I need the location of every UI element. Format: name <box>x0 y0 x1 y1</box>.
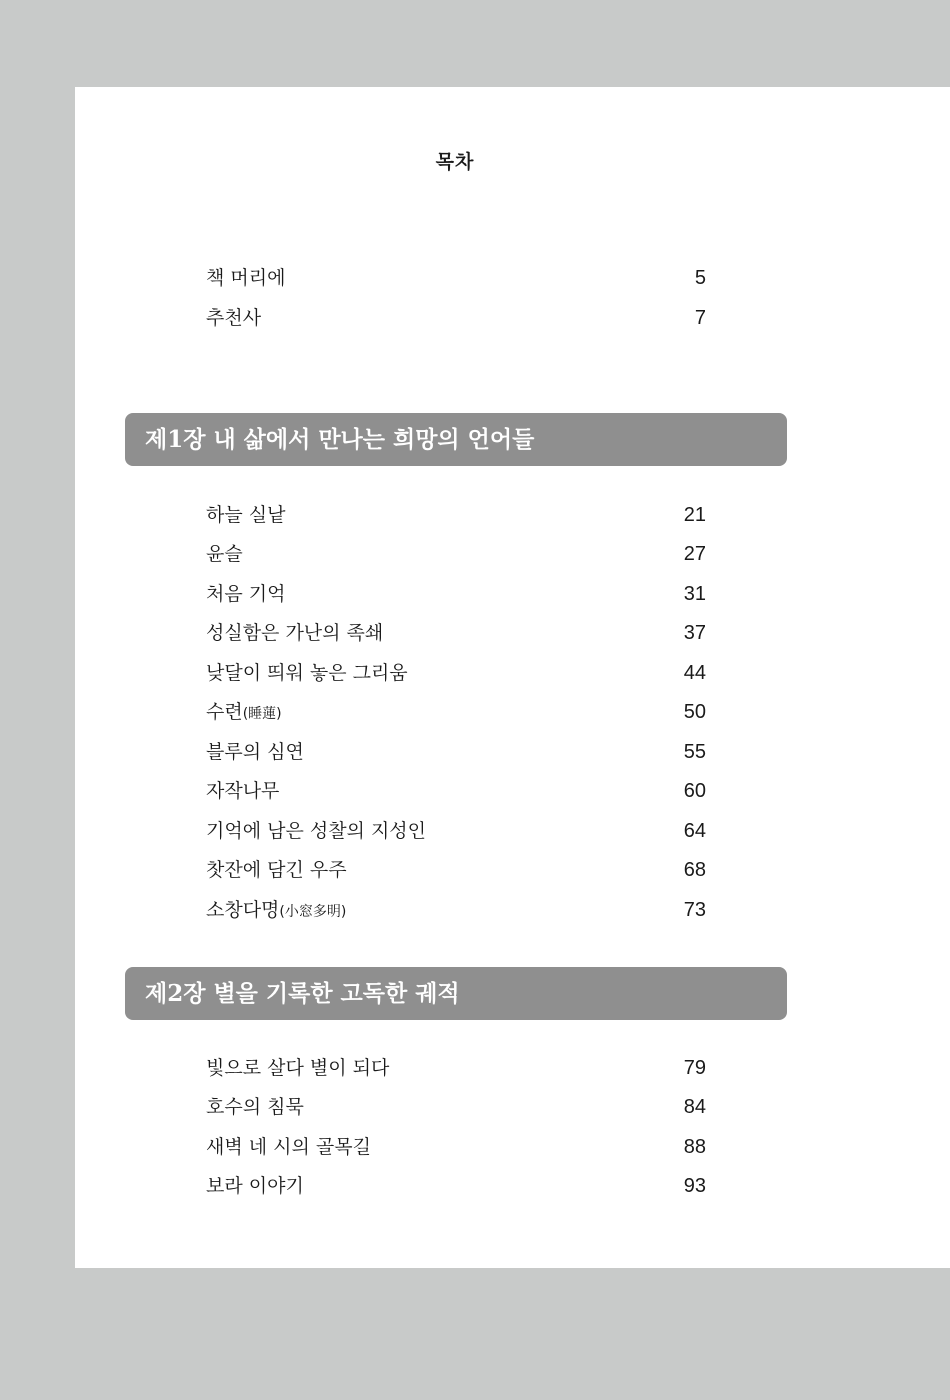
entry-page-number: 68 <box>683 859 706 881</box>
entry-label: 블루의 심연 <box>206 741 304 763</box>
entry-page-number: 84 <box>683 1096 706 1118</box>
entry-label: 빛으로 살다 별이 되다 <box>206 1057 390 1079</box>
entry-label: 소창다명(小窓多明) <box>206 899 347 921</box>
entry-page-number: 73 <box>683 899 706 921</box>
entry-page-number: 60 <box>683 780 706 802</box>
entry-label: 자작나무 <box>206 780 280 802</box>
chapter-heading: 제1장 내 삶에서 만나는 희망의 언어들 <box>145 426 535 453</box>
toc-entry[interactable] <box>206 500 706 530</box>
toc-entry[interactable] <box>206 1053 706 1083</box>
entry-label: 낮달이 띄워 놓은 그리움 <box>206 662 408 684</box>
entry-page-number: 55 <box>683 741 706 763</box>
chapter-1-heading-bar[interactable] <box>125 413 787 466</box>
entry-page-number: 27 <box>683 543 706 565</box>
toc-entry[interactable] <box>206 737 706 767</box>
toc-entry[interactable] <box>206 1092 706 1122</box>
entry-label: 하늘 실낱 <box>206 504 286 526</box>
entry-label: 보라 이야기 <box>206 1175 304 1197</box>
toc-entry[interactable] <box>206 618 706 648</box>
entry-page-number: 88 <box>683 1136 706 1158</box>
toc-entry[interactable] <box>206 579 706 609</box>
entry-page-number: 93 <box>683 1175 706 1197</box>
page-sheet <box>75 87 950 1268</box>
toc-entry[interactable] <box>206 776 706 806</box>
entry-page-number: 21 <box>683 504 706 526</box>
entry-page-number: 31 <box>683 583 706 605</box>
toc-entry-recommendation[interactable] <box>206 303 706 333</box>
entry-label: 호수의 침묵 <box>206 1096 304 1118</box>
entry-page-number: 7 <box>694 307 706 329</box>
entry-label: 새벽 네 시의 골목길 <box>206 1136 371 1158</box>
chapter-2-heading-bar[interactable] <box>125 967 787 1020</box>
toc-title: 목차 <box>435 151 475 173</box>
toc-entry[interactable] <box>206 539 706 569</box>
toc-entry[interactable] <box>206 658 706 688</box>
entry-label: 추천사 <box>206 307 262 329</box>
entry-page-number: 79 <box>683 1057 706 1079</box>
entry-page-number: 64 <box>683 820 706 842</box>
toc-entry[interactable] <box>206 1132 706 1162</box>
entry-label: 찻잔에 담긴 우주 <box>206 859 347 881</box>
entry-page-number: 37 <box>683 622 706 644</box>
toc-entry[interactable] <box>206 895 706 925</box>
entry-label: 성실함은 가난의 족쇄 <box>206 622 384 644</box>
entry-label: 수련(睡蓮) <box>206 701 282 723</box>
entry-label: 처음 기억 <box>206 583 286 605</box>
entry-label: 기억에 남은 성찰의 지성인 <box>206 820 427 842</box>
toc-entry-preface[interactable] <box>206 263 706 293</box>
toc-entry[interactable] <box>206 697 706 727</box>
chapter-heading: 제2장 별을 기록한 고독한 궤적 <box>145 980 460 1007</box>
entry-page-number: 5 <box>694 267 706 289</box>
entry-label: 윤슬 <box>206 543 243 565</box>
entry-page-number: 50 <box>683 701 706 723</box>
toc-entry[interactable] <box>206 855 706 885</box>
entry-page-number: 44 <box>683 662 706 684</box>
toc-entry[interactable] <box>206 1171 706 1201</box>
entry-label: 책 머리에 <box>206 267 286 289</box>
toc-entry[interactable] <box>206 816 706 846</box>
